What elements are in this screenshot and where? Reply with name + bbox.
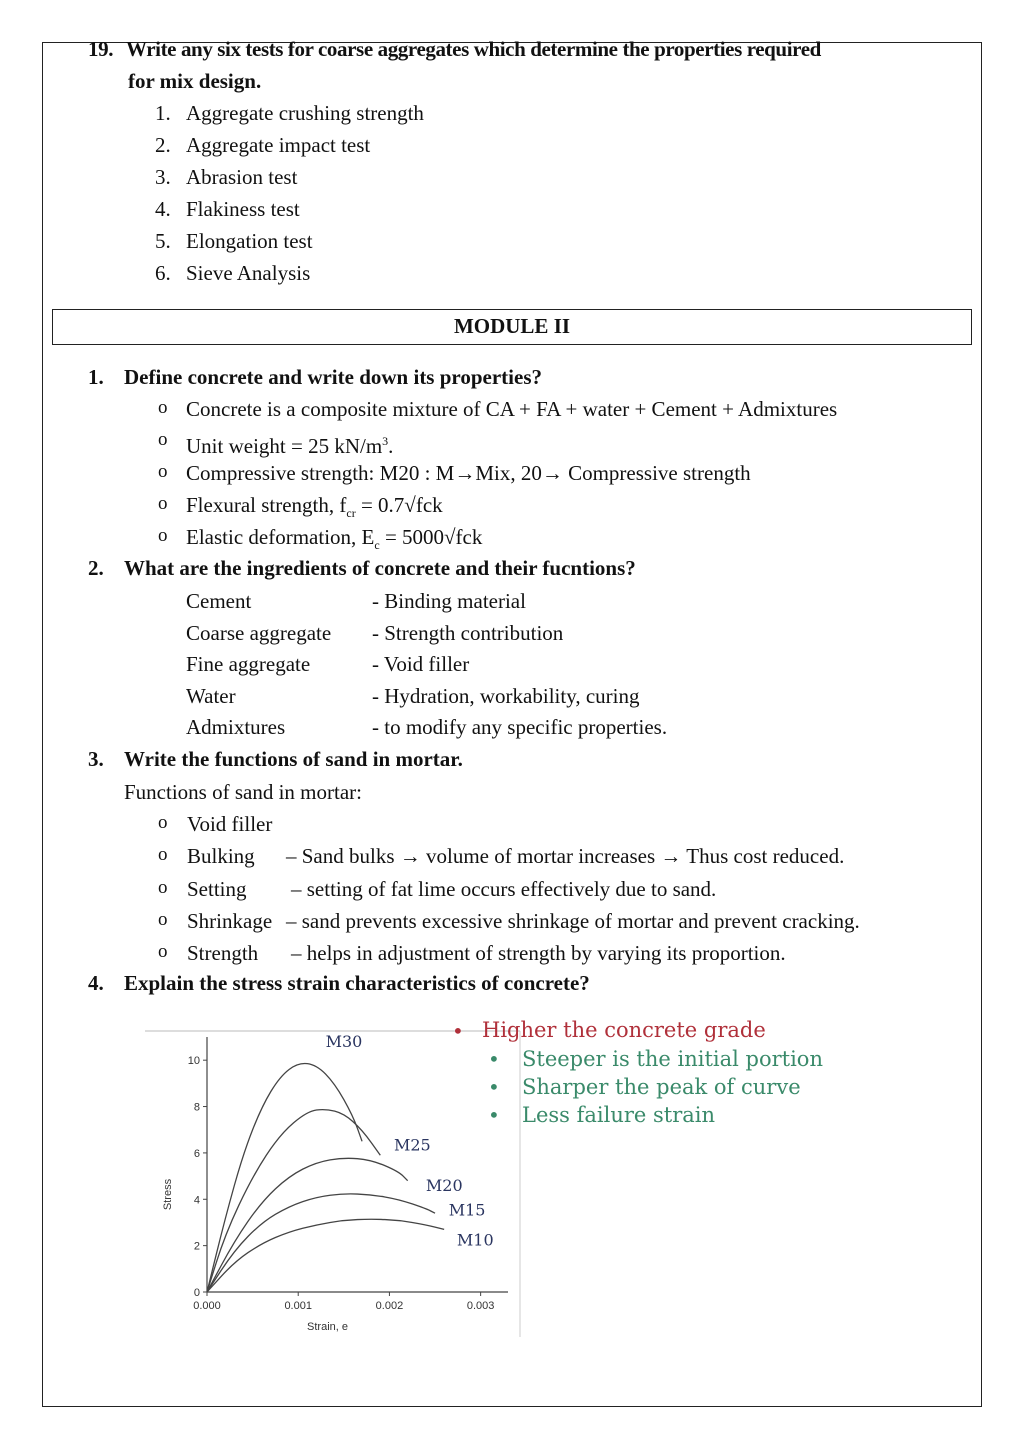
series-label-m25: M25: [393, 1135, 431, 1155]
list-bullet: o: [158, 812, 168, 833]
list-bullet: o: [158, 941, 168, 963]
note-sub-1: Steeper is the initial portion: [522, 1047, 823, 1071]
module-heading: MODULE II: [52, 309, 972, 345]
note-bullet: •: [488, 1103, 500, 1127]
x-tick-label: 0.002: [375, 1300, 404, 1312]
q2-title: What are the ingredients of concrete and their fucntions?: [124, 556, 636, 580]
ingredient-function: - Void filler: [372, 652, 470, 676]
q4-number: 4.: [88, 971, 104, 995]
q19-item-number: 6.: [155, 261, 171, 285]
sand-function-name: Bulking: [187, 844, 255, 869]
series-label-m20: M20: [425, 1176, 463, 1196]
q19-item-text: Aggregate impact test: [186, 133, 371, 157]
sand-function-name: Setting: [187, 876, 247, 901]
q19-item-number: 5.: [155, 229, 171, 253]
x-tick-label: 0.003: [466, 1300, 495, 1312]
y-axis-label: Stress: [162, 1178, 174, 1211]
q1-comp-mid: Mix, 20: [475, 461, 542, 485]
q3-title: Write the functions of sand in mortar.: [124, 747, 463, 771]
q1-number: 1.: [88, 365, 104, 389]
series-label-m30: M30: [325, 1032, 363, 1052]
list-bullet: o: [158, 397, 168, 418]
series-line-m15: [207, 1194, 435, 1292]
q1-item-3-text: Compressive strength: M20 : M: [186, 461, 455, 485]
q1-elastic-end: = 5000√fck: [379, 525, 483, 549]
q19-title-line2: for mix design.: [128, 69, 262, 93]
note-bullet: •: [488, 1047, 500, 1071]
list-bullet: o: [158, 908, 168, 930]
q1-unit-end: .: [388, 434, 394, 458]
q19-item-text: Flakiness test: [186, 197, 300, 221]
note-bullet: •: [488, 1075, 500, 1099]
q3-intro: Functions of sand in mortar:: [124, 780, 362, 804]
q1-elastic-sub: c: [374, 538, 380, 553]
q1-item-2-text: Unit weight = 25 kN/m: [186, 434, 383, 458]
note-sub-2: Sharper the peak of curve: [522, 1075, 801, 1099]
q1-item-5-text: Elastic deformation, E: [186, 525, 375, 549]
q1-flex-sub: cr: [346, 506, 356, 521]
list-bullet: o: [158, 461, 168, 482]
list-bullet: o: [158, 493, 168, 514]
q1-item-1: Concrete is a composite mixture of CA + FA + water + Cement + Admixtures: [186, 397, 838, 421]
q1-item-4-text: Flexural strength, f: [186, 493, 347, 517]
sand-function-desc: – helps in adjustment of strength by varying its proportion.: [291, 941, 786, 966]
ingredient-function: - Binding material: [372, 589, 526, 613]
q1-flex-end: = 0.7√fck: [355, 493, 443, 517]
series-label-m10: M10: [456, 1230, 494, 1250]
sand-function-name: Void filler: [187, 812, 273, 836]
ingredient-function: - to modify any specific properties.: [372, 715, 668, 739]
x-tick-label: 0.001: [284, 1300, 312, 1312]
list-bullet: o: [158, 844, 168, 866]
ingredient-function: - Hydration, workability, curing: [372, 683, 640, 708]
q1-item-5: [186, 524, 482, 558]
note-sub-3: Less failure strain: [522, 1103, 716, 1127]
ingredient-name: Cement: [186, 589, 252, 613]
ingredient-function: - Strength contribution: [372, 620, 564, 645]
sand-function-name: Strength: [187, 941, 259, 966]
q1-comp-end: Compressive strength: [562, 461, 751, 485]
chart-svg: [145, 1015, 525, 1340]
series-label-m15: M15: [448, 1200, 486, 1220]
q3-number: 3.: [88, 747, 104, 771]
q1-item-2: [186, 428, 393, 459]
list-bullet: o: [158, 429, 168, 450]
q19-item-text: Abrasion test: [186, 165, 298, 189]
ingredient-name: Fine aggregate: [186, 652, 311, 676]
y-tick-label: 4: [193, 1194, 200, 1207]
y-tick-label: 10: [187, 1055, 200, 1068]
q19-item-number: 2.: [155, 133, 171, 157]
y-tick-label: 0: [193, 1287, 200, 1299]
sand-function-desc: – setting of fat lime occurs effectively due to sand.: [291, 876, 717, 901]
q19-item-text: Aggregate crushing strength: [186, 101, 424, 125]
q1-title: Define concrete and write down its properties?: [124, 365, 542, 389]
q19-item-number: 1.: [155, 101, 171, 125]
q2-number: 2.: [88, 556, 104, 580]
q1-unit-sup: 3: [382, 434, 389, 448]
sand-function-desc: – Sand bulks → volume of mortar increases → Thus cost reduced.: [286, 844, 845, 869]
q19-item-text: Sieve Analysis: [186, 261, 311, 285]
y-tick-label: 8: [193, 1101, 200, 1114]
arrow-icon: →: [454, 461, 476, 485]
q1-item-3: [186, 460, 751, 486]
q1-item-4: [186, 492, 443, 526]
ingredient-name: Admixtures: [186, 715, 286, 739]
q4-title: Explain the stress strain characteristics of concrete?: [124, 971, 590, 995]
q19-item-number: 3.: [155, 165, 171, 189]
q19-number: 19.: [88, 37, 114, 61]
list-bullet: o: [158, 525, 168, 546]
q19-item-number: 4.: [155, 197, 171, 221]
q19-title-line1: Write any six tests for coarse aggregates which determine the properties required: [126, 37, 821, 61]
note-bullet: •: [452, 1019, 464, 1043]
y-tick-label: 6: [193, 1147, 200, 1160]
series-line-m20: [207, 1158, 408, 1292]
stress-strain-chart: [145, 1015, 525, 1340]
ingredient-name: Coarse aggregate: [186, 620, 332, 645]
x-axis-label: Strain, e: [307, 1321, 348, 1333]
arrow-icon: →: [541, 461, 563, 485]
note-main: Higher the concrete grade: [482, 1018, 766, 1042]
x-tick-label: 0.000: [193, 1300, 221, 1312]
ingredient-name: Water: [186, 683, 236, 708]
list-bullet: o: [158, 876, 168, 898]
sand-function-desc: – sand prevents excessive shrinkage of mortar and prevent cracking.: [286, 908, 860, 933]
y-tick-label: 2: [193, 1240, 200, 1253]
q19-item-text: Elongation test: [186, 229, 313, 253]
sand-function-name: Shrinkage: [187, 908, 273, 933]
